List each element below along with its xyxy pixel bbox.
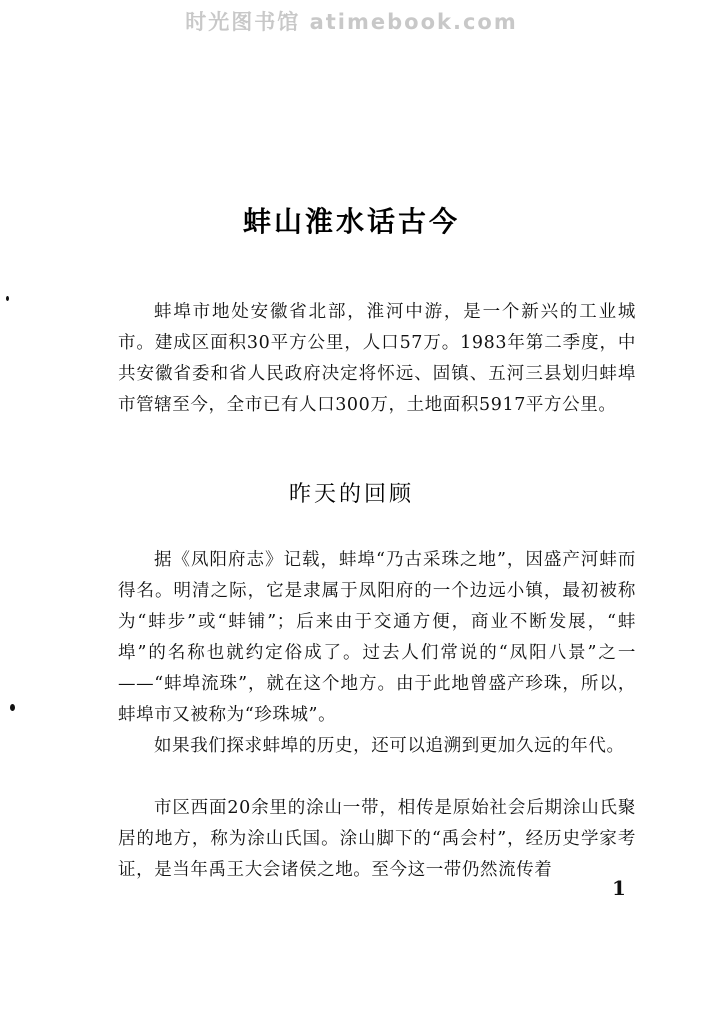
page-number: 1 xyxy=(612,876,626,900)
article-title: 蚌山淮水话古今 xyxy=(242,205,460,238)
body-paragraph: 如果我们探求蚌埠的历史，还可以追溯到更加久远的年代。 xyxy=(154,736,625,756)
section-heading: 昨天的回顾 xyxy=(288,482,414,507)
scan-speck xyxy=(6,296,9,301)
scan-speck xyxy=(10,704,15,711)
intro-paragraph: 蚌埠市地处安徽省北部，淮河中游，是一个新兴的工业城市。建成区面积30平方公里，人口57万。1983年第二季度，中共安徽省委和省人民政府决定将怀远、固镇、五河三县划归蚌埠市管辖至今，全市已有人口300万，土地面积5917平方公里。 xyxy=(118,302,636,415)
watermark: 时光图书馆 atimebook.com xyxy=(185,10,518,34)
body-paragraph: 市区西面20余里的涂山一带，相传是原始社会后期涂山氏聚居的地方，称为涂山氏国。涂山脚下的“禹会村”，经历史学家考证，是当年禹王大会诸侯之地。至今这一带仍然流传着 xyxy=(118,798,636,880)
body-paragraph: 据《凤阳府志》记载，蚌埠“乃古采珠之地”，因盛产河蚌而得名。明清之际，它是隶属于凤阳府的一个边远小镇，最初被称为“蚌步”或“蚌铺”；后来由于交通方便，商业不断发展，“蚌埠”的名称也就约定俗成了。过去人们常说的“凤阳八景”之一——“蚌埠流珠”，就在这个地方。由于此地曾盛产珍珠，所以，蚌埠市又被称为“珍珠城”。 xyxy=(118,550,636,725)
